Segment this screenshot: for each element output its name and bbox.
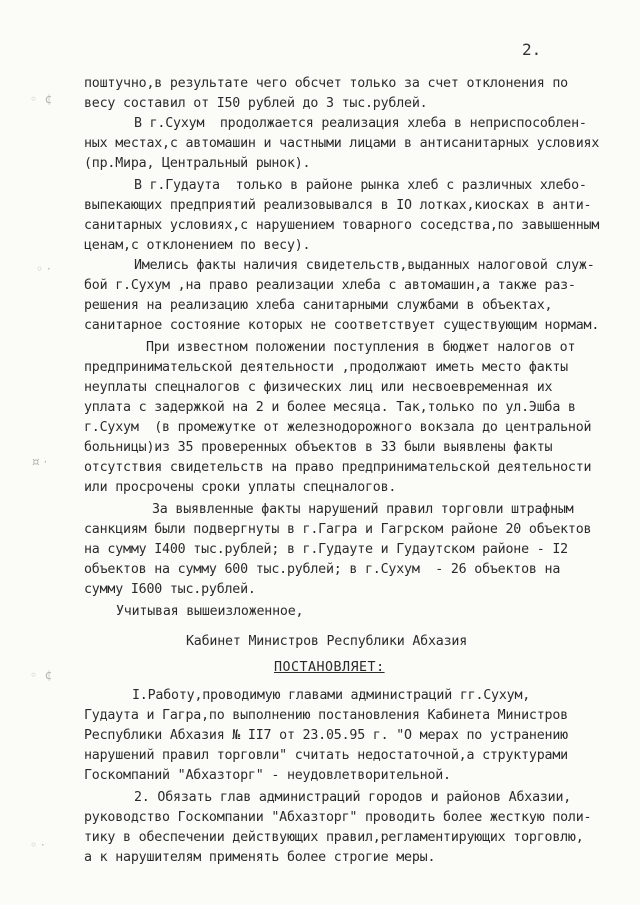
- text-line: Гудаута и Гагра,по выполнению постановления Кабинета Министров: [84, 708, 568, 723]
- text-line: санитарных условиях,с нарушением товарного соседства,по завышенным: [84, 218, 600, 233]
- text-line: предпринимательской деятельности ,продолжают иметь место факты: [84, 360, 568, 375]
- text-line: г.Сухум (в промежутке от железнодорожного вокзала до центральной: [84, 420, 592, 435]
- text-line: бой г.Сухум ,на право реализации хлеба с автомашин,а также раз-: [84, 278, 576, 293]
- decree-heading: ПОСТАНОВЛЯЕТ:: [274, 660, 385, 675]
- text-line: Учитывая вышеизложенное,: [116, 604, 304, 619]
- text-line: санитарное состояние которых не соответствует существующим нормам.: [84, 318, 600, 333]
- text-line: ных местах,с автомашин и частными лицами в антисанитарных условиях: [84, 136, 600, 151]
- margin-mark: ◦ ¢: [30, 668, 53, 682]
- text-line: ценам,с отклонением по весу).: [84, 238, 311, 253]
- text-line: руководство Госкомпании "Абхазторг" проводить более жесткую поли-: [84, 810, 592, 825]
- text-line: нарушений правил торговли" считать недостаточной,а структурами: [84, 748, 568, 763]
- page-number: 2.: [522, 40, 542, 59]
- text-line: При известном положении поступления в бюджет налогов от: [146, 340, 576, 355]
- text-line: В г.Гудаута только в районе рынка хлеб с различных хлебо-: [134, 178, 587, 193]
- margin-mark: ¤ ·: [32, 455, 48, 469]
- text-line: санкциям были подвергнуты в г.Гагра и Гагрском районе 20 объектов: [84, 522, 592, 537]
- text-line: на сумму I400 тыс.рублей; в г.Гудауте и Гудаутском районе - I2: [84, 542, 568, 557]
- text-line: Имелись факты наличия свидетельств,выданных налоговой служ-: [134, 258, 595, 273]
- margin-mark: ◦ ·: [36, 262, 51, 276]
- text-line: Госкомпаний "Абхазторг" - неудовлетворительной.: [84, 768, 451, 783]
- text-line: поштучно,в результате чего обсчет только за счет отклонения по: [84, 76, 568, 91]
- text-line: выпекающих предприятий реализовывался в IO лотках,киосках в анти-: [84, 198, 592, 213]
- text-line: неуплаты спецналогов с физических лиц или несвоевременная их: [84, 380, 553, 395]
- text-line: Республики Абхазия № II7 от 23.05.95 г. "О мерах по устранению: [84, 728, 568, 743]
- text-line: За выявленные факты нарушений правил торговли штрафным: [152, 502, 574, 517]
- text-line: весу составил от I50 рублей до 3 тыс.рублей.: [84, 96, 428, 111]
- text-line: или просрочены сроки уплаты спецналогов.: [84, 480, 397, 495]
- text-line: решения на реализацию хлеба санитарными службами в объектах,: [84, 298, 553, 313]
- text-line: объектов на сумму 600 тыс.рублей; в г.Сухум - 26 объектов на: [84, 562, 561, 577]
- margin-mark: ◦ ¢: [30, 92, 53, 106]
- text-line: уплата с задержкой на 2 и более месяца. Так,только по ул.Эшба в: [84, 400, 576, 415]
- margin-mark: ◦ ·: [30, 838, 45, 852]
- text-line: тику в обеспечении действующих правил,регламентирующих торговлю,: [84, 830, 584, 845]
- text-line: сумму I600 тыс.рублей.: [84, 582, 256, 597]
- text-line: а к нарушителям применять более строгие меры.: [84, 850, 436, 865]
- text-line: В г.Сухум продолжается реализация хлеба в неприспособлен-: [134, 116, 587, 131]
- text-line: больницы)из 35 проверенных объектов в 33 были выявлены факты: [84, 440, 553, 455]
- text-line: отсутствия свидетельств на право предпринимательской деятельности: [84, 460, 592, 475]
- text-line: I.Работу,проводимую главами администраций гг.Сухум,: [132, 688, 531, 703]
- text-line: 2. Обязать глав администраций городов и районов Абхазии,: [134, 790, 572, 805]
- text-line: (пр.Мира, Центральный рынок).: [84, 156, 311, 171]
- issuing-authority: Кабинет Министров Республики Абхазия: [186, 634, 467, 649]
